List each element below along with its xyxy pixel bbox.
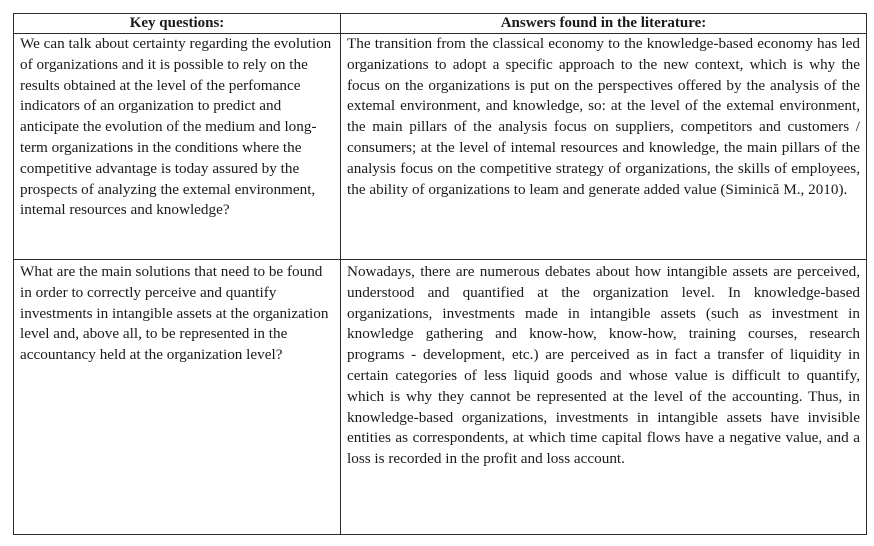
question-cell: What are the main solutions that need to be found in order to correctly perceive and quantify investments in intangible assets at the organization level and, above all, to be represented in the accountancy held at the organization level? — [14, 260, 341, 535]
header-key-questions: Key questions: — [14, 14, 341, 34]
table-header-row — [14, 14, 867, 34]
question-cell: We can talk about certainty regarding the evolution of organizations and it is possible to rely on the results obtained at the level of the perfomance indicators of an organization to predict and anticipate the evolution of the medium and long-term organizations in the conditions where the competitive advantage is today assured by the prospects of analyzing the extemal environment, intemal resources and knowledge? — [14, 34, 341, 260]
table-row — [14, 34, 867, 260]
header-answers-literature: Answers found in the literature: — [341, 14, 867, 34]
table-row — [14, 260, 867, 535]
questions-answers-table — [13, 13, 867, 535]
answer-cell: The transition from the classical economy to the knowledge-based economy has led organizations to adopt a specific approach to the new context, which is why the focus on the organizations is put on the perspectives offered by the analysis of the extemal environment, and knowledge, so: at the level of the extemal environment, the main pillars of the analysis focus on suppliers, competitors and customers / consumers; at the level of intemal resources and knowledge, the main pillars of the analysis focus on the competitive strategy of organizations, the skills of employees, the ability of organizations to leam and generate added value (Siminică M., 2010). — [341, 34, 867, 260]
answer-cell: Nowadays, there are numerous debates about how intangible assets are perceived, understood and quantified at the organization level. In knowledge-based organizations, investments made in intangible assets (such as investment in knowledge gathering and know-how, know-how, training courses, research programs - development, etc.) are perceived as in fact a transfer of liquidity in certain categories of less liquid goods and whose value is difficult to quantify, which is why they cannot be represented at the level of the accounting. Thus, in knowledge-based organizations, investments in intangible assets have invisible entities as correspondents, at which time capital flows have a negative value, and a loss is recorded in the profit and loss account. — [341, 260, 867, 535]
